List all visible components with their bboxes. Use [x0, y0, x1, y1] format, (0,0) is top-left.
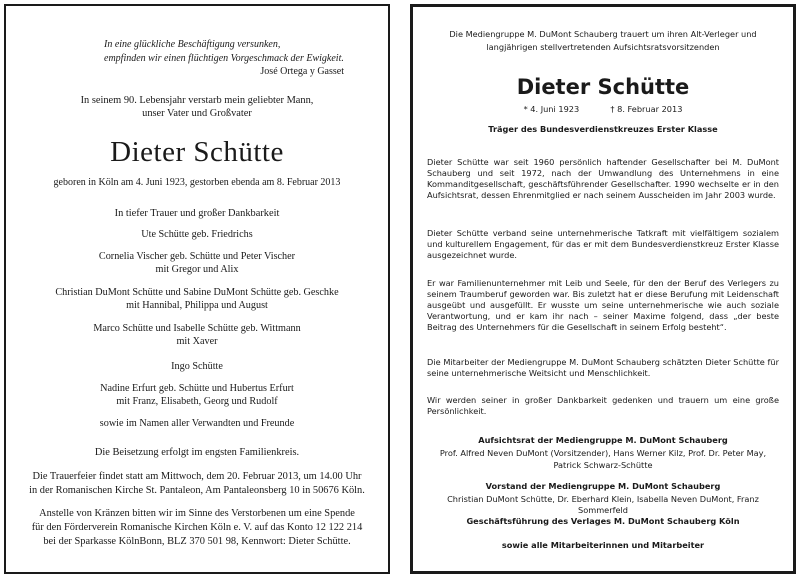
paragraph: Wir werden seiner in großer Dankbarkeit gedenken und trauern um eine große Persönlichkeit. — [427, 395, 779, 416]
family-line: Ute Schütte geb. Friedrichs — [141, 229, 253, 240]
board-title: Aufsichtsrat der Mediengruppe M. DuMont Schauberg — [478, 435, 728, 445]
board-line: Patrick Schwarz-Schütte — [553, 460, 653, 470]
death-date: † 8. Februar 2013 — [610, 104, 683, 114]
paragraph: Die Mitarbeiter der Mediengruppe M. DuMont Schauberg schätzten Dieter Schütte für seine unternehmerische Weitsicht und Menschlichkeit. — [427, 357, 779, 378]
deceased-name: Dieter Schütte — [516, 75, 690, 99]
quote-line: In eine glückliche Beschäftigung versunken, — [104, 39, 281, 50]
birth-death-line: geboren in Köln am 4. Juni 1923, gestorben ebenda am 8. Februar 2013 — [53, 177, 341, 188]
staff-line: sowie alle Mitarbeiterinnen und Mitarbeiter — [501, 540, 705, 550]
management-title: Geschäftsführung des Verlages M. DuMont Schauberg Köln — [466, 516, 740, 526]
family-line: mit Xaver — [176, 336, 218, 347]
paragraph: Dieter Schütte war seit 1960 persönlich haftender Gesellschafter bei M. DuMont Schauberg und seit 1972, nach der Umwandlung des Unternehmens in eine Kommanditgesellschaft, geschäftsführender Gesellschafter. 1990 wechselte er in den Aufsichtsrat, dessen Ehrenmitglied er nach seinem Ausscheiden im Jahr 2003 wurde. — [427, 157, 779, 200]
intro-line: In seinem 90. Lebensjahr verstarb mein geliebter Mann, — [80, 95, 314, 106]
executive-line: Christian DuMont Schütte, Dr. Eberhard Klein, Isabella Neven DuMont, Franz Sommerfeld — [447, 494, 759, 515]
company-obituary-notice — [410, 4, 796, 574]
dates-line — [427, 104, 779, 115]
executive-title: Vorstand der Mediengruppe M. DuMont Schauberg — [485, 481, 721, 491]
paragraph: Dieter Schütte verband seine unternehmerische Tatkraft mit vielfältigem sozialem und kulturellem Engagement, für das er mit dem Bundesverdienstkreuz Erster Klasse ausgezeichnet wurde. — [427, 228, 779, 260]
quote-author: José Ortega y Gasset — [260, 66, 344, 77]
family-line: mit Gregor und Alix — [155, 264, 239, 275]
epigraph-quote — [104, 38, 344, 65]
family-line: mit Franz, Elisabeth, Georg und Rudolf — [116, 396, 278, 407]
quote-line: empfinden wir einen flüchtigen Vorgeschmack der Ewigkeit. — [104, 52, 344, 64]
service-line: in der Romanischen Kirche St. Pantaleon, Am Pantaleonsberg 10 in 50676 Köln. — [29, 485, 365, 496]
family-line: Marco Schütte und Isabelle Schütte geb. Wittmann — [93, 323, 301, 334]
family-line: Ingo Schütte — [171, 361, 223, 372]
honor-line: Träger des Bundesverdienstkreuzes Erster Klasse — [488, 124, 718, 134]
donation-line: bei der Sparkasse KölnBonn, BLZ 370 501 98, Kennwort: Dieter Schütte. — [43, 536, 351, 547]
burial-line: Die Beisetzung erfolgt im engsten Familienkreis. — [94, 447, 300, 458]
donation-line: Anstelle von Kränzen bitten wir im Sinne des Verstorbenen um eine Spende — [39, 508, 355, 519]
family-line: Nadine Erfurt geb. Schütte und Hubertus Erfurt — [100, 383, 294, 394]
mourning-line: In tiefer Trauer und großer Dankbarkeit — [114, 208, 280, 219]
family-line: Christian DuMont Schütte und Sabine DuMont Schütte geb. Geschke — [55, 287, 339, 298]
intro-line: Die Mediengruppe M. DuMont Schauberg trauert um ihren Alt-Verleger und — [449, 29, 757, 39]
paragraph: Er war Familienunternehmer mit Leib und Seele, für den der Beruf des Verlegers zu seinem Traumberuf geworden war. Bis zuletzt hat er diese Berufung mit Leidenschaft ausgeübt und ausgefüllt. Er wusste um seine unternehmerische wie auch soziale Verantwortung, und er kam ihr nach – seiner Maxime folgend, dass „der beste Beitrag des Unternehmers für die Gesellschaft in seinem Erfolg besteht“. — [427, 278, 779, 332]
family-line: Cornelia Vischer geb. Schütte und Peter Vischer — [98, 251, 296, 262]
family-line: sowie im Namen aller Verwandten und Freunde — [99, 418, 295, 429]
birth-date: * 4. Juni 1923 — [523, 104, 580, 114]
donation-line: für den Förderverein Romanische Kirchen Köln e. V. auf das Konto 12 122 214 — [31, 522, 363, 533]
intro-line: unser Vater und Großvater — [142, 108, 252, 119]
family-obituary-notice — [4, 4, 390, 574]
family-line: mit Hannibal, Philippa und August — [126, 300, 268, 311]
board-line: Prof. Alfred Neven DuMont (Vorsitzender), Hans Werner Kilz, Prof. Dr. Peter May, — [439, 448, 767, 458]
service-line: Die Trauerfeier findet statt am Mittwoch, dem 20. Februar 2013, um 14.00 Uhr — [32, 471, 362, 482]
deceased-name: Dieter Schütte — [110, 136, 284, 168]
intro-line: langjährigen stellvertretenden Aufsichtsratsvorsitzenden — [486, 42, 720, 52]
